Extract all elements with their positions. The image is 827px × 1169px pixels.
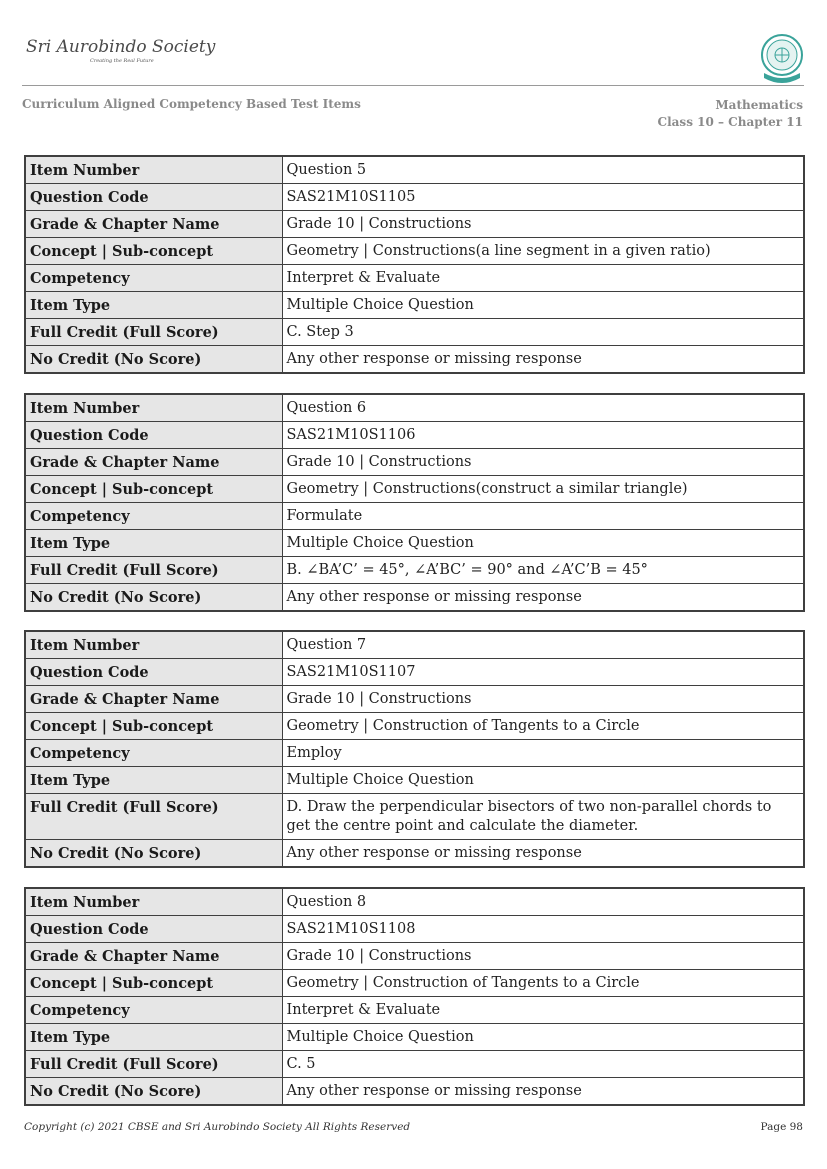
cbse-seal-icon <box>759 33 805 85</box>
item-table-question-7 <box>24 630 805 868</box>
table-row <box>25 888 804 916</box>
table-row <box>25 265 804 292</box>
field-label: Item Type <box>25 530 282 557</box>
field-label: No Credit (No Score) <box>25 840 282 868</box>
field-label: Full Credit (Full Score) <box>25 319 282 346</box>
table-row <box>25 840 804 868</box>
field-value: Formulate <box>282 503 804 530</box>
table-row <box>25 916 804 943</box>
field-label: No Credit (No Score) <box>25 1078 282 1106</box>
field-label: Competency <box>25 503 282 530</box>
field-value: Interpret & Evaluate <box>282 265 804 292</box>
table-row <box>25 156 804 184</box>
field-label: Full Credit (Full Score) <box>25 557 282 584</box>
field-label: Grade & Chapter Name <box>25 686 282 713</box>
field-value: Interpret & Evaluate <box>282 997 804 1024</box>
field-value: Any other response or missing response <box>282 584 804 612</box>
field-value: Multiple Choice Question <box>282 530 804 557</box>
field-value: Grade 10 | Constructions <box>282 211 804 238</box>
field-value: SAS21M10S1107 <box>282 659 804 686</box>
field-label: Competency <box>25 740 282 767</box>
item-table-question-8 <box>24 887 805 1106</box>
table-row <box>25 686 804 713</box>
table-row <box>25 319 804 346</box>
table-row <box>25 740 804 767</box>
field-value: Employ <box>282 740 804 767</box>
field-value: SAS21M10S1106 <box>282 422 804 449</box>
field-label: Grade & Chapter Name <box>25 211 282 238</box>
field-value: Geometry | Construction of Tangents to a Circle <box>282 970 804 997</box>
table-row <box>25 631 804 659</box>
field-value: C. Step 3 <box>282 319 804 346</box>
field-value: Question 6 <box>282 394 804 422</box>
field-label: Question Code <box>25 916 282 943</box>
field-label: Full Credit (Full Score) <box>25 1051 282 1078</box>
field-label: Item Number <box>25 631 282 659</box>
subject-label: Mathematics <box>715 98 803 112</box>
sri-aurobindo-society-logo <box>22 36 216 70</box>
field-label: Grade & Chapter Name <box>25 449 282 476</box>
table-row <box>25 292 804 319</box>
field-label: Question Code <box>25 422 282 449</box>
field-label: Question Code <box>25 184 282 211</box>
field-label: No Credit (No Score) <box>25 584 282 612</box>
field-value: SAS21M10S1108 <box>282 916 804 943</box>
subject-block <box>658 97 803 131</box>
copyright-notice: Copyright (c) 2021 CBSE and Sri Aurobindo Society All Rights Reserved <box>24 1121 411 1133</box>
table-row <box>25 503 804 530</box>
item-table-question-6 <box>24 393 805 612</box>
table-row <box>25 557 804 584</box>
field-label: Concept | Sub-concept <box>25 970 282 997</box>
item-table-question-5 <box>24 155 805 374</box>
field-label: Concept | Sub-concept <box>25 713 282 740</box>
table-row <box>25 713 804 740</box>
field-label: Item Type <box>25 1024 282 1051</box>
table-row <box>25 767 804 794</box>
table-row <box>25 943 804 970</box>
field-value: Question 7 <box>282 631 804 659</box>
logo-name: Sri Aurobindo Society <box>26 37 216 57</box>
field-label: Item Number <box>25 394 282 422</box>
field-label: Full Credit (Full Score) <box>25 794 282 840</box>
field-value: Geometry | Constructions(construct a similar triangle) <box>282 476 804 503</box>
field-value: C. 5 <box>282 1051 804 1078</box>
table-row <box>25 346 804 374</box>
table-row <box>25 997 804 1024</box>
table-row <box>25 211 804 238</box>
table-row <box>25 476 804 503</box>
table-row <box>25 659 804 686</box>
table-row <box>25 1051 804 1078</box>
table-row <box>25 238 804 265</box>
logo-tagline: Creating the Real Future <box>90 58 154 64</box>
class-chapter-label: Class 10 – Chapter 11 <box>657 115 803 129</box>
field-label: Question Code <box>25 659 282 686</box>
table-row <box>25 794 804 840</box>
field-value: SAS21M10S1105 <box>282 184 804 211</box>
table-row <box>25 184 804 211</box>
table-row <box>25 394 804 422</box>
field-label: Competency <box>25 265 282 292</box>
field-value: Any other response or missing response <box>282 346 804 374</box>
field-label: No Credit (No Score) <box>25 346 282 374</box>
table-row <box>25 1024 804 1051</box>
field-value: Geometry | Constructions(a line segment in a given ratio) <box>282 238 804 265</box>
field-value: Question 8 <box>282 888 804 916</box>
field-label: Item Number <box>25 888 282 916</box>
document-title: Curriculum Aligned Competency Based Test Items <box>22 97 361 111</box>
field-value: Grade 10 | Constructions <box>282 686 804 713</box>
field-label: Concept | Sub-concept <box>25 476 282 503</box>
field-label: Competency <box>25 997 282 1024</box>
field-value: B. ∠BA’C’ = 45°, ∠A’BC’ = 90° and ∠A’C’B = 45° <box>282 557 804 584</box>
field-value: Geometry | Construction of Tangents to a Circle <box>282 713 804 740</box>
field-value: Multiple Choice Question <box>282 1024 804 1051</box>
field-value: Grade 10 | Constructions <box>282 943 804 970</box>
field-value: Any other response or missing response <box>282 840 804 868</box>
table-row <box>25 530 804 557</box>
table-row <box>25 1078 804 1106</box>
table-row <box>25 422 804 449</box>
field-label: Item Type <box>25 767 282 794</box>
table-row <box>25 449 804 476</box>
field-label: Concept | Sub-concept <box>25 238 282 265</box>
header-divider <box>22 85 804 86</box>
field-value: Any other response or missing response <box>282 1078 804 1106</box>
field-value: D. Draw the perpendicular bisectors of two non-parallel chords to get the centre point and calculate the diameter. <box>282 794 804 840</box>
page-number: Page 98 <box>760 1121 803 1133</box>
field-value: Multiple Choice Question <box>282 292 804 319</box>
field-value: Grade 10 | Constructions <box>282 449 804 476</box>
field-value: Question 5 <box>282 156 804 184</box>
field-label: Grade & Chapter Name <box>25 943 282 970</box>
field-value: Multiple Choice Question <box>282 767 804 794</box>
field-label: Item Type <box>25 292 282 319</box>
table-row <box>25 970 804 997</box>
table-row <box>25 584 804 612</box>
field-label: Item Number <box>25 156 282 184</box>
